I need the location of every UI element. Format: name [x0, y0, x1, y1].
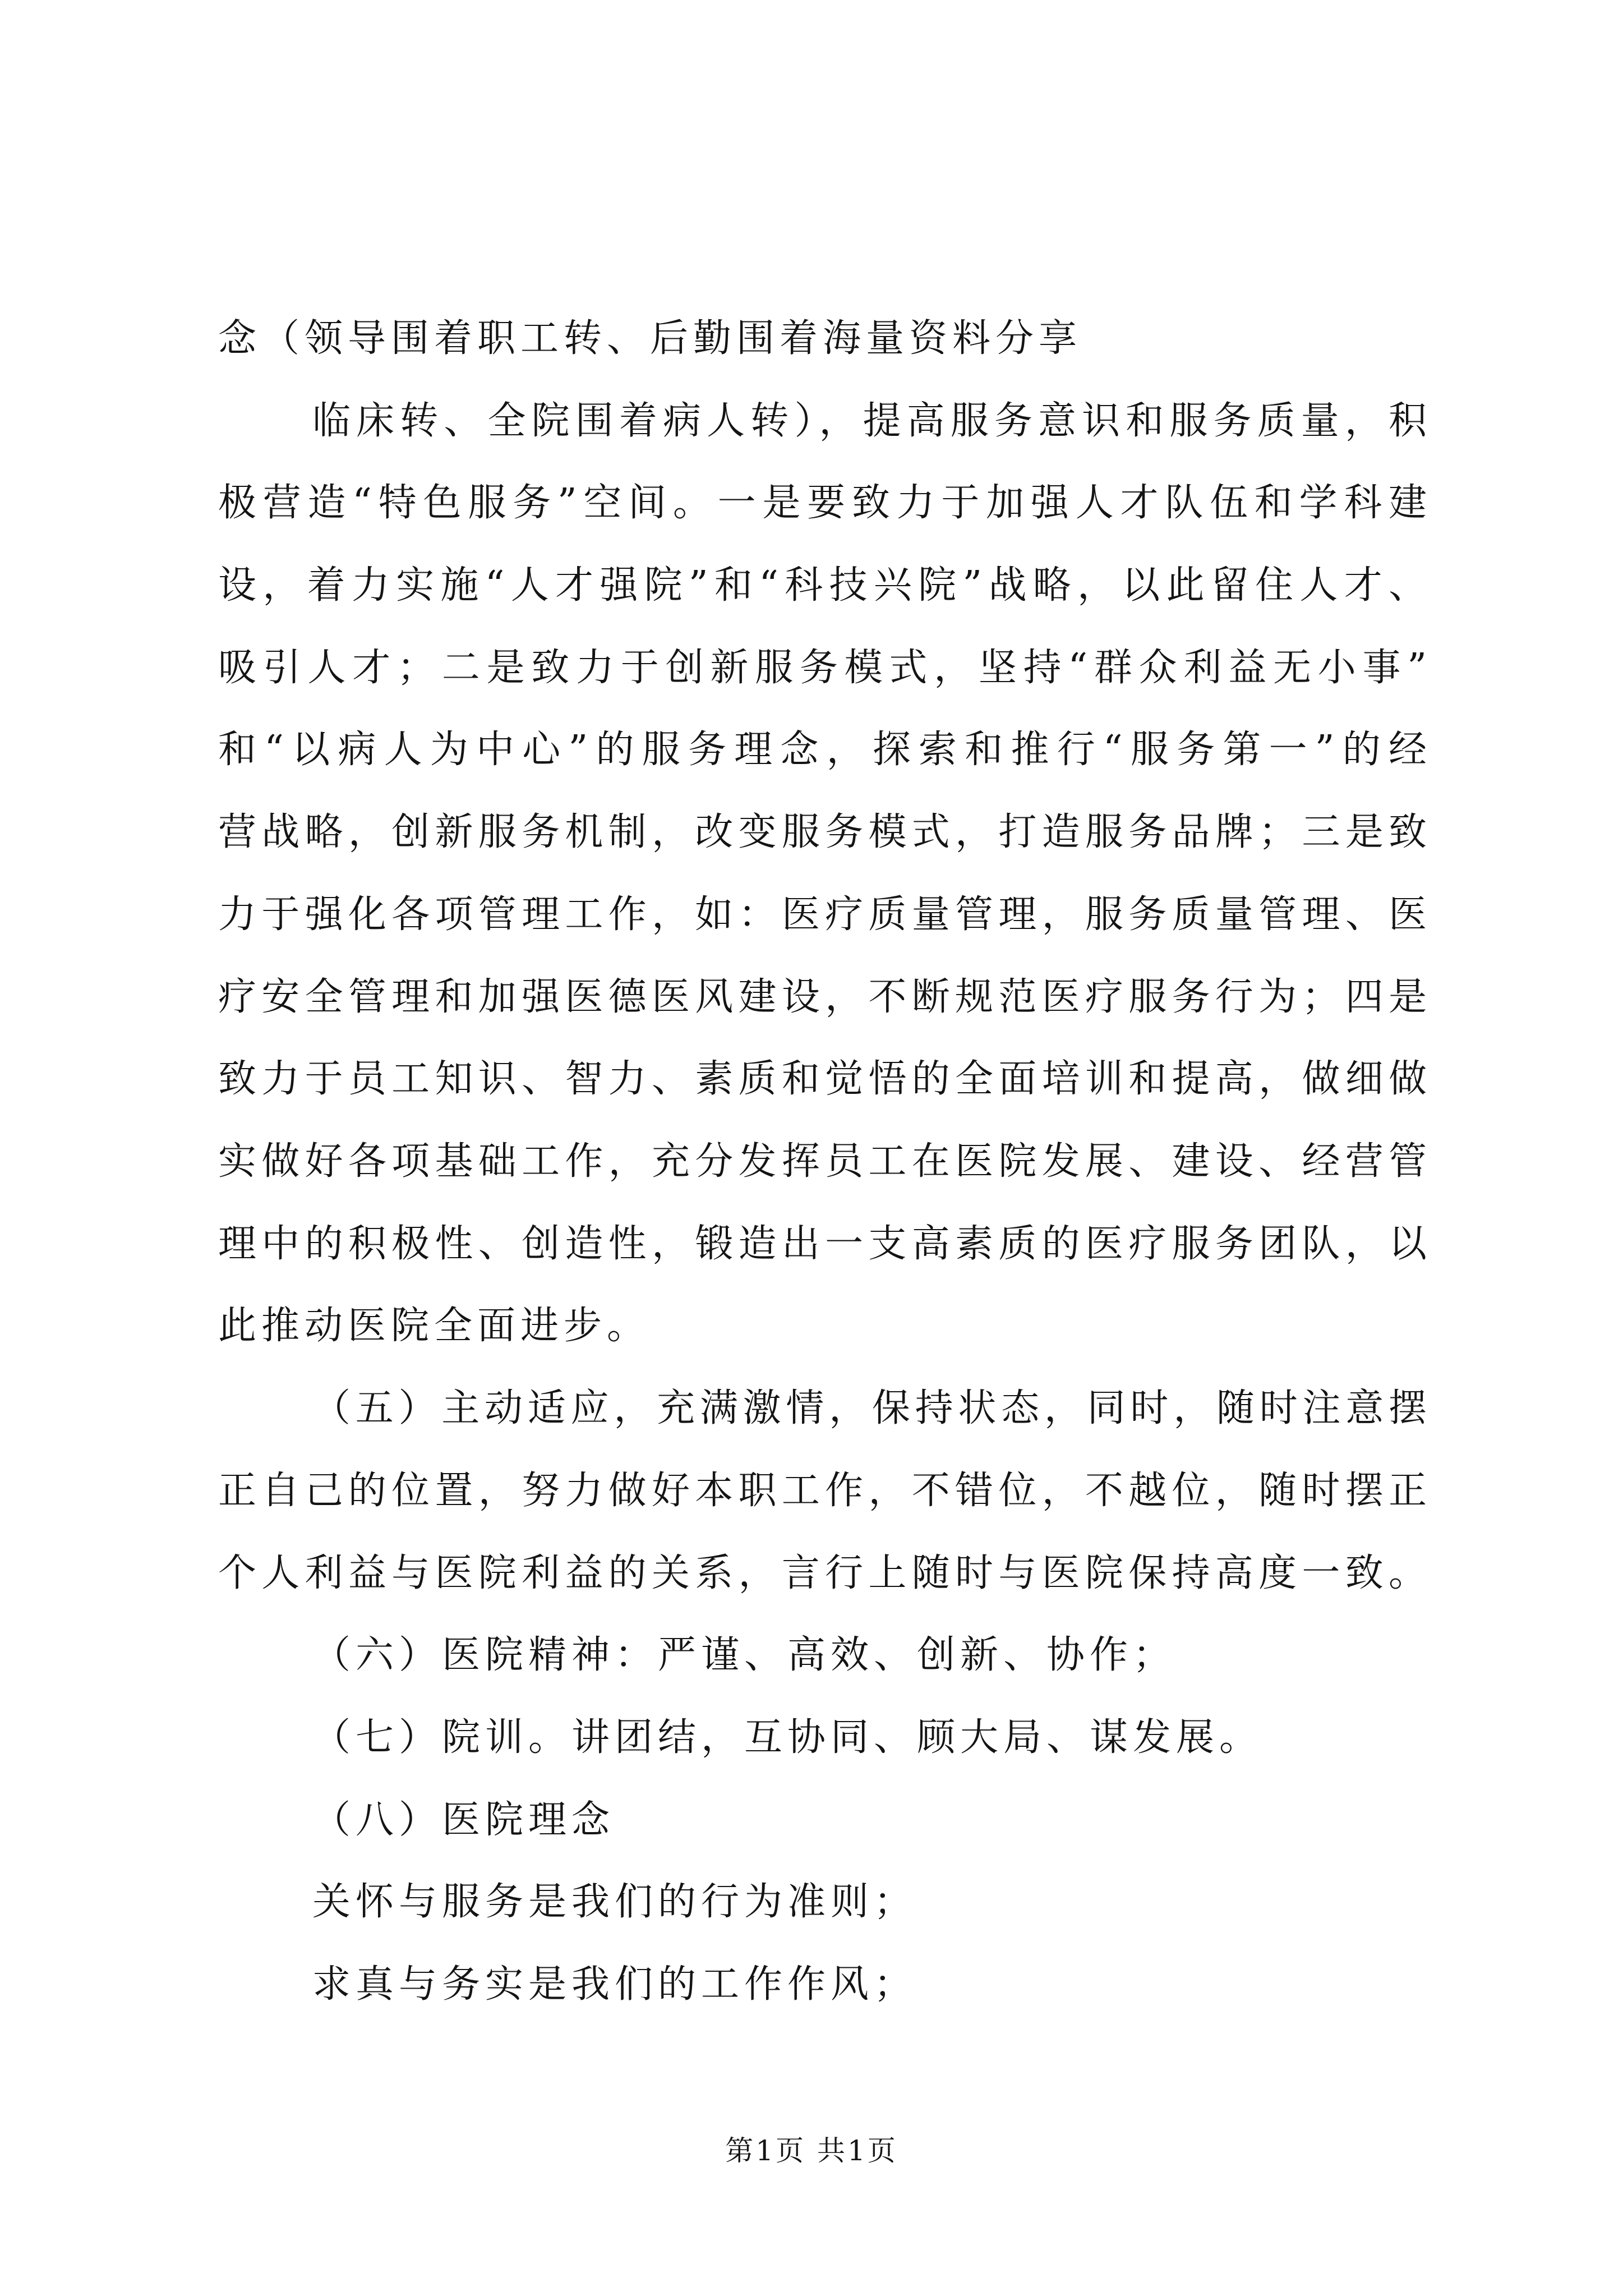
text-line: （六）医院精神：严谨、高效、创新、协作； — [312, 1633, 1177, 1677]
text-line: 临床转、全院围着病人转），提高服务意识和服务质量，积 — [312, 399, 1430, 443]
text-line: 关怀与服务是我们的行为准则； — [312, 1880, 917, 1924]
text-line: 和“以病人为中心”的服务理念，探索和推行“服务第一”的经 — [218, 728, 1430, 772]
text-line: （五）主动适应，充满激情，保持状态，同时，随时注意摆 — [312, 1386, 1430, 1430]
text-line: 疗安全管理和加强医德医风建设，不断规范医疗服务行为；四是 — [218, 975, 1430, 1019]
text-line: 此推动医院全面进步。 — [218, 1304, 651, 1348]
text-line: 求真与务实是我们的工作作风； — [312, 1962, 917, 2007]
text-line: 正自己的位置，努力做好本职工作，不错位，不越位，随时摆正 — [218, 1469, 1430, 1513]
text-line: 营战略，创新服务机制，改变服务模式，打造服务品牌；三是致 — [218, 810, 1430, 854]
text-line: 实做好各项基础工作，充分发挥员工在医院发展、建设、经营管 — [218, 1139, 1430, 1184]
text-line: 力于强化各项管理工作，如：医疗质量管理，服务质量管理、医 — [218, 892, 1430, 937]
text-line: （八）医院理念 — [312, 1798, 615, 1842]
text-line: 设，着力实施“人才强院”和“科技兴院”战略，以此留住人才、 — [218, 563, 1430, 608]
text-line: 理中的积极性、创造性，锻造出一支高素质的医疗服务团队，以 — [218, 1222, 1430, 1266]
text-line: 致力于员工知识、智力、素质和觉悟的全面培训和提高，做细做 — [218, 1057, 1430, 1101]
text-line: 吸引人才；二是致力于创新服务模式，坚持“群众利益无小事” — [218, 646, 1430, 690]
text-line: 个人利益与医院利益的关系，言行上随时与医院保持高度一致。 — [218, 1551, 1430, 1595]
text-line: 念（领导围着职工转、后勤围着海量资料分享 — [218, 316, 1082, 361]
text-line: （七）院训。讲团结，互协同、顾大局、谋发展。 — [312, 1715, 1263, 1760]
text-line: 极营造“特色服务”空间。一是要致力于加强人才队伍和学科建 — [218, 481, 1430, 525]
page-footer: 第1页 共1页 — [725, 2134, 898, 2167]
